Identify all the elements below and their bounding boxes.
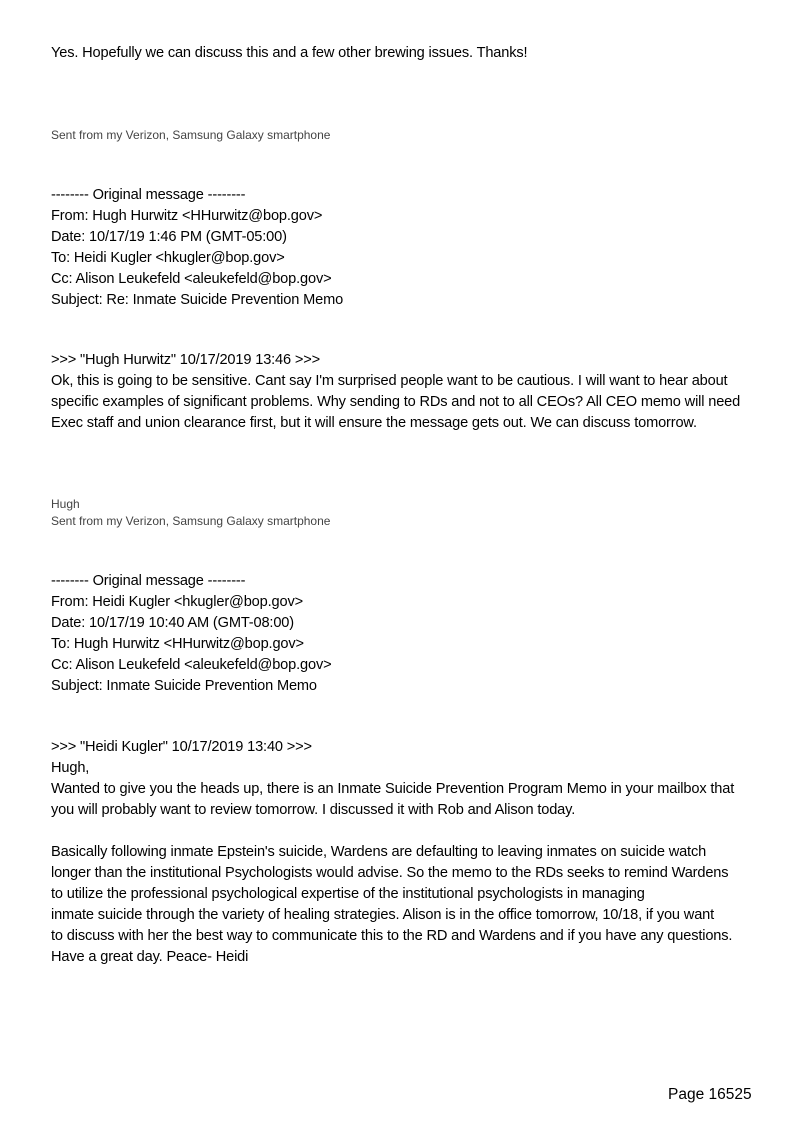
quoted-body-line: Ok, this is going to be sensitive. Cant say I'm surprised people want to be cautious. I will want to hear about <box>51 373 728 389</box>
paragraph-line: you will probably want to review tomorrow. I discussed it with Rob and Alison today. <box>51 802 576 818</box>
email-from: From: Heidi Kugler <hkugler@bop.gov> <box>51 594 303 610</box>
original-message-separator: -------- Original message -------- <box>51 573 246 589</box>
quoted-body-line: Exec staff and union clearance first, but it will ensure the message gets out. We can discuss tomorrow. <box>51 415 697 431</box>
quoted-message-header: >>> "Hugh Hurwitz" 10/17/2019 13:46 >>> <box>51 352 321 368</box>
reply-signature: Sent from my Verizon, Samsung Galaxy smartphone <box>51 128 331 142</box>
email-date: Date: 10/17/19 1:46 PM (GMT-05:00) <box>51 229 287 245</box>
paragraph-line: longer than the institutional Psychologists would advise. So the memo to the RDs seeks to remind Wardens <box>51 865 729 881</box>
email-cc: Cc: Alison Leukefeld <aleukefeld@bop.gov> <box>51 271 332 287</box>
paragraph-line: to utilize the professional psychological expertise of the institutional psychologists in managing <box>51 886 645 902</box>
email-date: Date: 10/17/19 10:40 AM (GMT-08:00) <box>51 615 294 631</box>
paragraph-line: Wanted to give you the heads up, there is an Inmate Suicide Prevention Program Memo in your mailbox that <box>51 781 735 797</box>
quoted-signature: Sent from my Verizon, Samsung Galaxy smartphone <box>51 514 331 528</box>
paragraph-line: inmate suicide through the variety of healing strategies. Alison is in the office tomorrow, 10/18, if you want <box>51 907 715 923</box>
paragraph-line: Basically following inmate Epstein's suicide, Wardens are defaulting to leaving inmates on suicide watch <box>51 844 707 860</box>
paragraph-line: to discuss with her the best way to communicate this to the RD and Wardens and if you have any questions. <box>51 928 733 944</box>
quoted-message-header: >>> "Heidi Kugler" 10/17/2019 13:40 >>> <box>51 739 312 755</box>
email-subject: Subject: Re: Inmate Suicide Prevention Memo <box>51 292 344 308</box>
signature-name: Hugh <box>51 497 80 511</box>
email-cc: Cc: Alison Leukefeld <aleukefeld@bop.gov> <box>51 657 332 673</box>
quoted-body-line: specific examples of significant problems. Why sending to RDs and not to all CEOs? All CEO memo will need <box>51 394 741 410</box>
email-to: To: Heidi Kugler <hkugler@bop.gov> <box>51 250 285 266</box>
greeting: Hugh, <box>51 760 90 776</box>
paragraph-line: Have a great day. Peace- Heidi <box>51 949 249 965</box>
email-from: From: Hugh Hurwitz <HHurwitz@bop.gov> <box>51 208 323 224</box>
page-number: Page 16525 <box>668 1086 752 1103</box>
email-subject: Subject: Inmate Suicide Prevention Memo <box>51 678 317 694</box>
original-message-separator: -------- Original message -------- <box>51 187 246 203</box>
email-to: To: Hugh Hurwitz <HHurwitz@bop.gov> <box>51 636 304 652</box>
reply-body: Yes. Hopefully we can discuss this and a few other brewing issues. Thanks! <box>51 45 528 61</box>
